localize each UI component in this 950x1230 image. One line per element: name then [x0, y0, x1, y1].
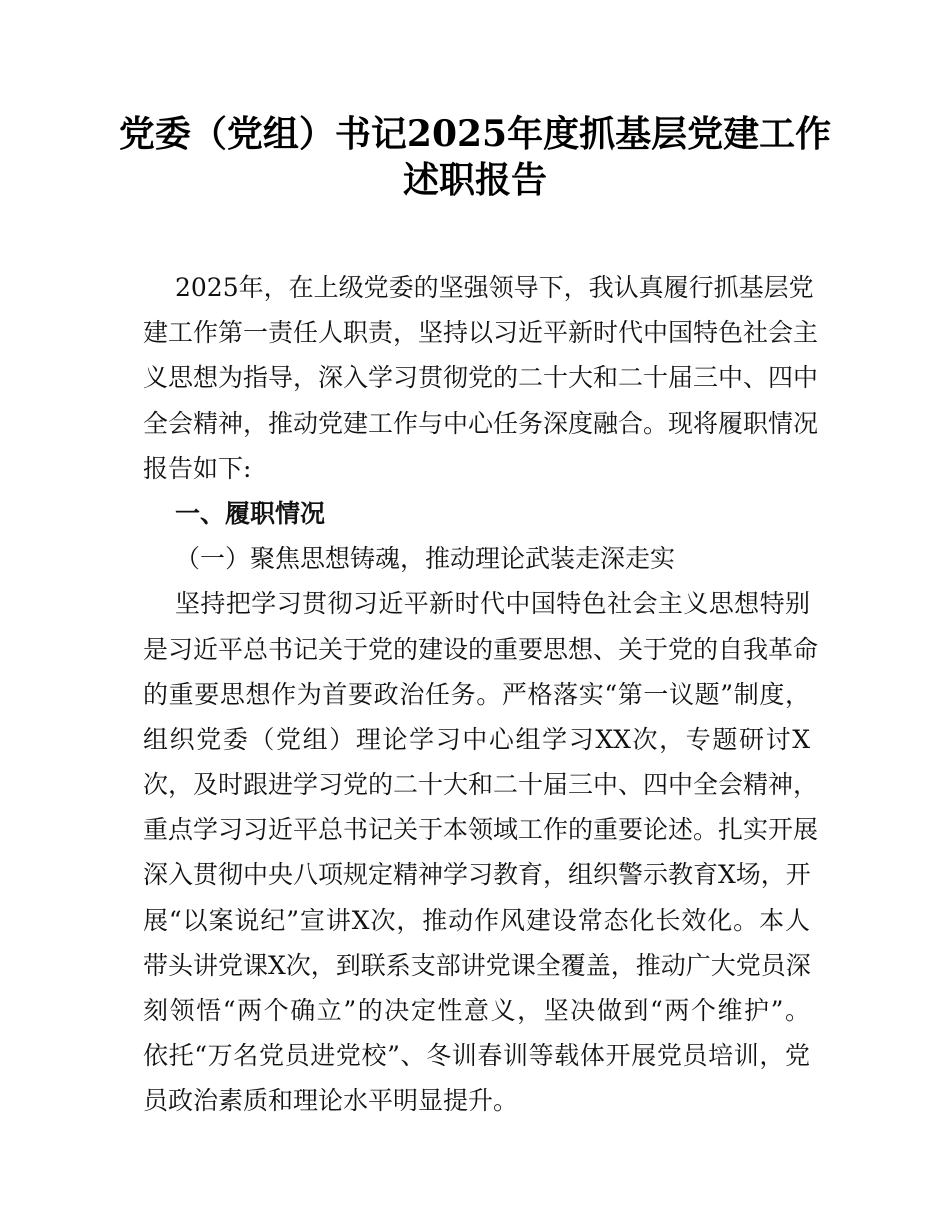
paragraph-line: 依托“万名党员进党校”、冬训春训等载体开展党员培训，党 [143, 1041, 810, 1071]
intro-line: 2025年，在上级党委的坚强领导下，我认真履行抓基层党 [175, 273, 814, 302]
paragraph-line: 深入贯彻中央八项规定精神学习教育，组织警示教育X场，开 [143, 860, 811, 890]
document-title-line-2: 述职报告 [402, 159, 547, 201]
paragraph-line: 组织党委（党组）理论学习中心组学习XX次，专题研讨X [143, 724, 810, 754]
paragraph-line: 带头讲党课X次，到联系支部讲党课全覆盖，推动广大党员深 [143, 950, 811, 980]
intro-line: 报告如下: [143, 453, 252, 483]
paragraph-line: 次，及时跟进学习党的二十大和二十届三中、四中全会精神， [143, 770, 819, 800]
paragraph-line: 展“以案说纪”宣讲X次，推动作风建设常态化长效化。本人 [143, 905, 810, 935]
paragraph-line: 的重要思想作为首要政治任务。严格落实“第一议题”制度， [143, 679, 810, 709]
paragraph-line: 员政治素质和理论水平明显提升。 [143, 1086, 519, 1116]
section-heading: 一、履职情况 [175, 498, 326, 528]
subsection-heading: （一）聚焦思想铸魂，推动理论武装走深走实 [175, 544, 676, 574]
document-body [143, 265, 819, 1124]
paragraph-line: 重点学习习近平总书记关于本领域工作的重要论述。扎实开展 [143, 815, 819, 845]
intro-line: 义思想为指导，深入学习贯彻党的二十大和二十届三中、四中 [143, 363, 819, 393]
paragraph-line: 是习近平总书记关于党的建设的重要思想、关于党的自我革命 [143, 634, 819, 664]
intro-line: 建工作第一责任人职责，坚持以习近平新时代中国特色社会主 [143, 318, 819, 348]
intro-line: 全会精神，推动党建工作与中心任务深度融合。现将履职情况 [143, 408, 819, 438]
paragraph-line: 坚持把学习贯彻习近平新时代中国特色社会主义思想特别 [175, 589, 810, 619]
document-title-line-1: 党委（党组）书记2025年度抓基层党建工作 [118, 113, 832, 155]
paragraph-line: 刻领悟“两个确立”的决定性意义，坚决做到“两个维护”。 [143, 996, 810, 1025]
